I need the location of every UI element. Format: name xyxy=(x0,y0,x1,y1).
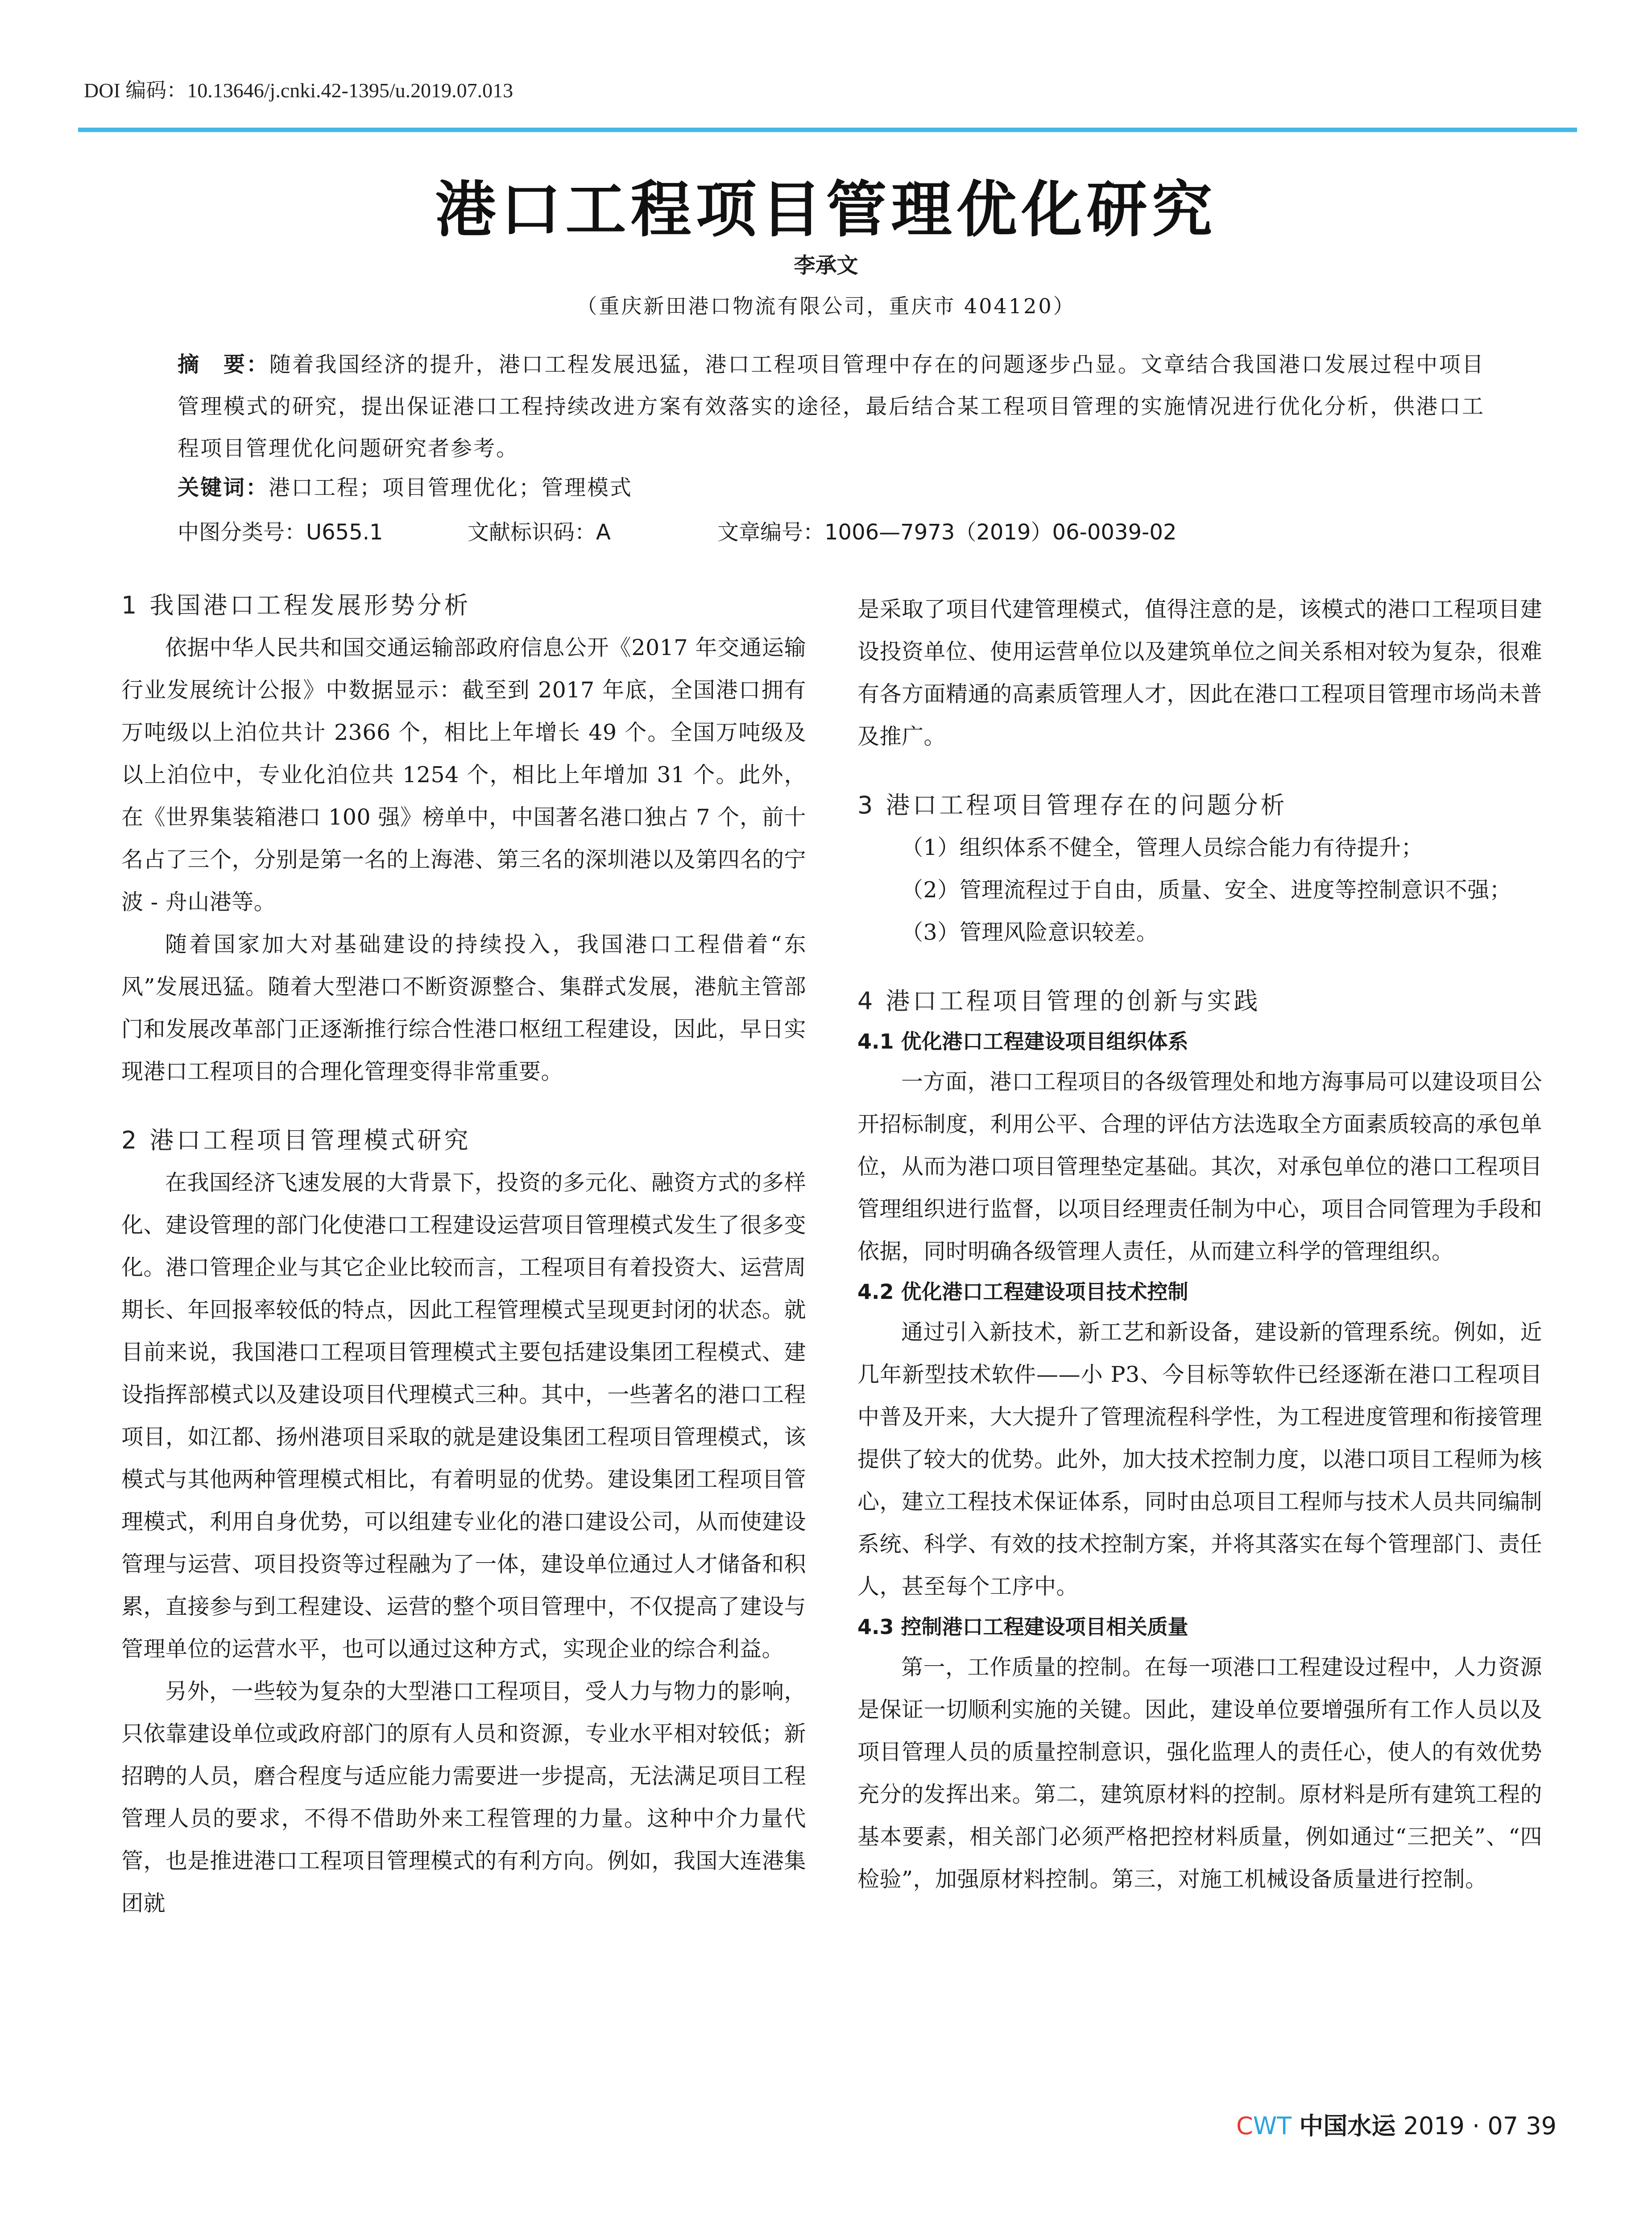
section-1-paragraph-1: 依据中华人民共和国交通运输部政府信息公开《2017 年交通运输行业发展统计公报》中数据显示：截至到 2017 年底，全国港口拥有万吨级以上泊位共计 2366 个，相比上年增长 49 个。全国万吨级及以上泊位中，专业化泊位共 1254 个，相比上年增加 31 个。此外，在《世界集装箱港口 100 强》榜单中，中国著名港口独占 7 个，前十名占了三个，分别是第一名的上海港、第三名的深圳港以及第四名的宁波 - 舟山港等。 xyxy=(121,635,806,915)
right-column xyxy=(857,588,1542,1900)
section-3-item-1: （1）组织体系不健全，管理人员综合能力有待提升； xyxy=(901,835,1424,860)
article-title: 港口工程项目管理优化研究 xyxy=(435,174,1217,245)
keywords-text: 港口工程；项目管理优化；管理模式 xyxy=(269,475,633,500)
document-code: 文献标识码：A xyxy=(468,520,611,545)
brand-logo-c: C xyxy=(1236,2112,1253,2140)
abstract xyxy=(178,344,1485,469)
author-affiliation: （重庆新田港口物流有限公司，重庆市 404120） xyxy=(576,294,1076,318)
author-name: 李承文 xyxy=(794,253,858,278)
magazine-name: 中国水运 xyxy=(1299,2111,1396,2140)
section-4-1-heading: 4.1 优化港口工程建设项目组织体系 xyxy=(857,1029,1188,1053)
section-4-3-heading: 4.3 控制港口工程建设项目相关质量 xyxy=(857,1615,1188,1639)
left-column xyxy=(121,585,806,1924)
issue-date: 2019 · 07 xyxy=(1403,2112,1519,2140)
section-2-paragraph-2: 另外，一些较为复杂的大型港口工程项目，受人力与物力的影响，只依靠建设单位或政府部门的原有人员和资源，专业水平相对较低；新招聘的人员，磨合程度与适应能力需要进一步提高，无法满足项目工程管理人员的要求，不得不借助外来工程管理的力量。这种中介力量代管，也是推进港口工程项目管理模式的有利方向。例如，我国大连港集团就 xyxy=(121,1679,806,1916)
section-4-3-paragraph: 第一，工作质量的控制。在每一项港口工程建设过程中，人力资源是保证一切顺利实施的关键。因此，建设单位要增强所有工作人员以及项目管理人员的质量控制意识，强化监理人的责任心，使人的有效优势充分的发挥出来。第二，建筑原材料的控制。原材料是所有建筑工程的基本要素，相关部门必须严格把控材料质量，例如通过“三把关”、“四检验”，加强原材料控制。第三，对施工机械设备质量进行控制。 xyxy=(857,1655,1542,1892)
keywords-label: 关键词： xyxy=(178,475,269,500)
section-3-item-2: （2）管理流程过于自由，质量、安全、进度等控制意识不强； xyxy=(901,877,1512,903)
abstract-text: 随着我国经济的提升，港口工程发展迅猛，港口工程项目管理中存在的问题逐步凸显。文章结合我国港口发展过程中项目管理模式的研究，提出保证港口工程持续改进方案有效落实的途径，最后结合某工程项目管理的实施情况进行优化分析，供港口工程项目管理优化问题研究者参考。 xyxy=(178,352,1485,461)
page-footer xyxy=(1236,2107,1557,2141)
section-1-paragraph-2: 随着国家加大对基础建设的持续投入，我国港口工程借着“东风”发展迅猛。随着大型港口不断资源整合、集群式发展，港航主管部门和发展改革部门正逐渐推行综合性港口枢纽工程建设，因此，早日实现港口工程项目的合理化管理变得非常重要。 xyxy=(121,932,806,1084)
doi-line: DOI 编码：10.13646/j.cnki.42-1395/u.2019.07.013 xyxy=(84,79,513,102)
section-2-heading: 2 港口工程项目管理模式研究 xyxy=(121,1126,471,1154)
section-4-heading: 4 港口工程项目管理的创新与实践 xyxy=(857,987,1261,1015)
classification-line xyxy=(178,515,1176,546)
section-4-1-paragraph: 一方面，港口工程项目的各级管理处和地方海事局可以建设项目公开招标制度，利用公平、合理的评估方法选取全方面素质较高的承包单位，从而为港口项目管理垫定基础。其次，对承包单位的港口工程项目管理组织进行监督，以项目经理责任制为中心，项目合同管理为手段和依据，同时明确各级管理人责任，从而建立科学的管理组织。 xyxy=(857,1069,1542,1264)
section-4-2-paragraph: 通过引入新技术，新工艺和新设备，建设新的管理系统。例如，近几年新型技术软件——小 P3、今目标等软件已经逐渐在港口工程项目中普及开来，大大提升了管理流程科学性，为工程进度管理和衔接管理提供了较大的优势。此外，加大技术控制力度，以港口项目工程师为核心，建立工程技术保证体系，同时由总项目工程师与技术人员共同编制系统、科学、有效的技术控制方案，并将其落实在每个管理部门、责任人，甚至每个工序中。 xyxy=(857,1319,1542,1599)
brand-logo-wt: WT xyxy=(1253,2112,1292,2140)
section-3-item-3: （3）管理风险意识较差。 xyxy=(901,920,1159,945)
continued-paragraph: 是采取了项目代建管理模式，值得注意的是，该模式的港口工程项目建设投资单位、使用运营单位以及建筑单位之间关系相对较为复杂，很难有各方面精通的高素质管理人才，因此在港口工程项目管理市场尚未普及推广。 xyxy=(857,597,1542,749)
section-2-paragraph-1: 在我国经济飞速发展的大背景下，投资的多元化、融资方式的多样化、建设管理的部门化使港口工程建设运营项目管理模式发生了很多变化。港口管理企业与其它企业比较而言，工程项目有着投资大、运营周期长、年回报率较低的特点，因此工程管理模式呈现更封闭的状态。就目前来说，我国港口工程项目管理模式主要包括建设集团工程模式、建设指挥部模式以及建设项目代理模式三种。其中，一些著名的港口工程项目，如江都、扬州港项目采取的就是建设集团工程项目管理模式，该模式与其他两种管理模式相比，有着明显的优势。建设集团工程项目管理模式，利用自身优势，可以组建专业化的港口建设公司，从而使建设管理与运营、项目投资等过程融为了一体，建设单位通过人才储备和积累，直接参与到工程建设、运营的整个项目管理中，不仅提高了建设与管理单位的运营水平，也可以通过这种方式，实现企业的综合利益。 xyxy=(121,1170,806,1662)
section-1-heading: 1 我国港口工程发展形势分析 xyxy=(121,591,471,619)
article-number: 文章编号：1006—7973（2019）06-0039-02 xyxy=(717,520,1177,545)
section-4-2-heading: 4.2 优化港口工程建设项目技术控制 xyxy=(857,1280,1188,1304)
abstract-label: 摘 要： xyxy=(178,352,269,377)
header-rule xyxy=(78,128,1577,132)
page-number: 39 xyxy=(1526,2112,1557,2140)
clc-number: 中图分类号：U655.1 xyxy=(178,520,383,545)
keywords xyxy=(178,470,633,501)
section-3-heading: 3 港口工程项目管理存在的问题分析 xyxy=(857,791,1288,819)
